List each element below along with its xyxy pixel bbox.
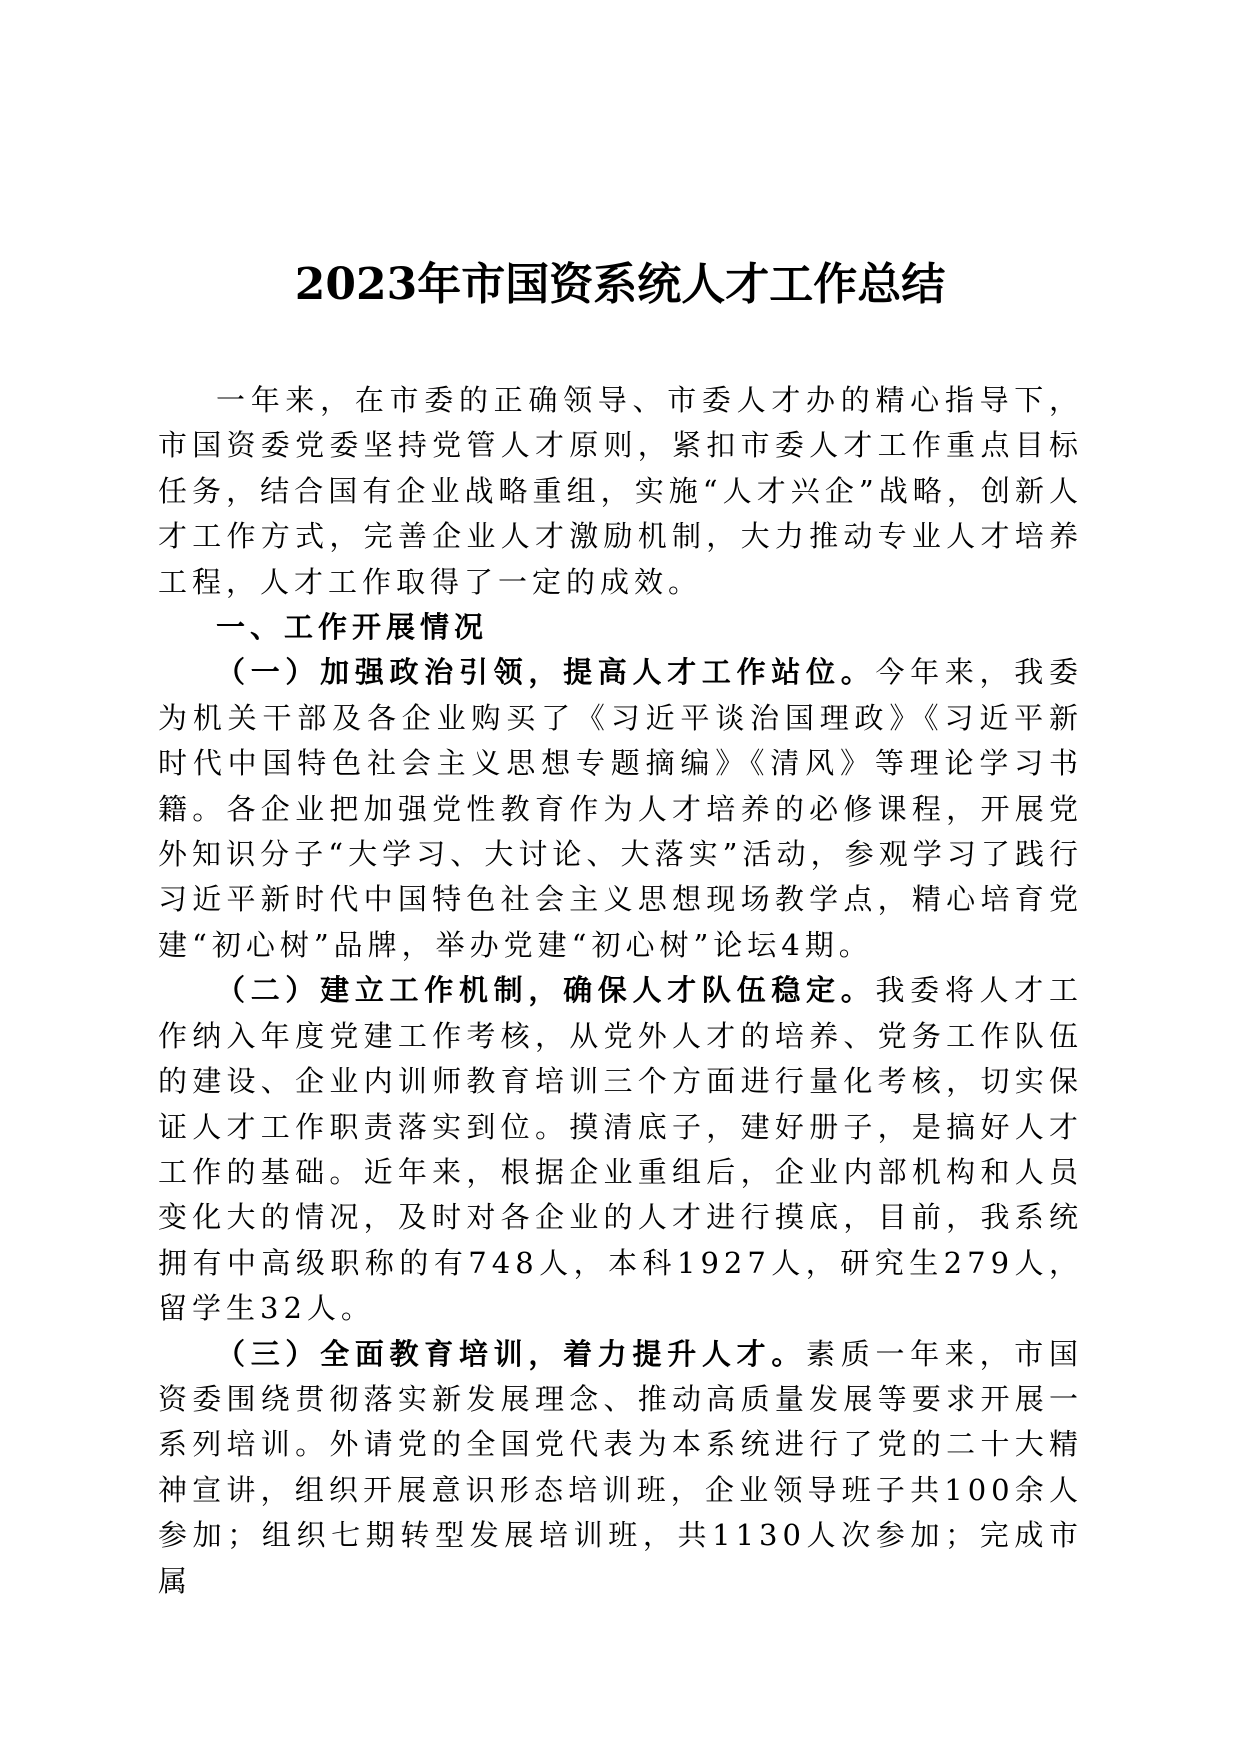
item-lead: （三）全面教育培训，着力提升人才。 bbox=[216, 1336, 807, 1371]
item-lead: （二）建立工作机制，确保人才队伍稳定。 bbox=[216, 973, 876, 1008]
item-text: 我委将人才工作纳入年度党建工作考核，从党外人才的培养、党务工作队伍的建设、企业内训师教育培训三个方面进行量化考核，切实保证人才工作职责落实到位。摸清底子，建好册子，是搞好人才工作的基础。近年来，根据企业重组后，企业内部机构和人员变化大的情况，及时对各企业的人才进行摸底，目前，我系统拥有中高级职称的有748人，本科1927人，研究生279人，留学生32人。 bbox=[158, 973, 1083, 1326]
item-paragraph-3 bbox=[158, 1332, 1083, 1604]
document-title: 2023年市国资系统人才工作总结 bbox=[294, 259, 946, 310]
intro-paragraph: 一年来，在市委的正确领导、市委人才办的精心指导下，市国资委党委坚持党管人才原则，紧扣市委人才工作重点目标任务，结合国有企业战略重组，实施“人才兴企”战略，创新人才工作方式，完善企业人才激励机制，大力推动专业人才培养工程，人才工作取得了一定的成效。 bbox=[158, 383, 1083, 599]
item-text: 今年来，我委为机关干部及各企业购买了《习近平谈治国理政》《习近平新时代中国特色社会主义思想专题摘编》《清风》等理论学习书籍。各企业把加强党性教育作为人才培养的必修课程，开展党外知识分子“大学习、大讨论、大落实”活动，参观学习了践行习近平新时代中国特色社会主义思想现场教学点，精心培育党建“初心树”品牌，举办党建“初心树”论坛4期。 bbox=[158, 655, 1083, 962]
item-text: 素质一年来，市国资委围绕贯彻落实新发展理念、推动高质量发展等要求开展一系列培训。外请党的全国党代表为本系统进行了党的二十大精神宣讲，组织开展意识形态培训班，企业领导班子共100余人参加；组织七期转型发展培训班，共1130人次参加；完成市属 bbox=[158, 1336, 1083, 1598]
item-lead: （一）加强政治引领，提高人才工作站位。 bbox=[216, 655, 876, 690]
item-paragraph-1 bbox=[158, 650, 1083, 968]
document-body bbox=[158, 378, 1083, 1604]
section-heading: 一、工作开展情况 bbox=[216, 610, 489, 645]
item-paragraph-2 bbox=[158, 968, 1083, 1331]
